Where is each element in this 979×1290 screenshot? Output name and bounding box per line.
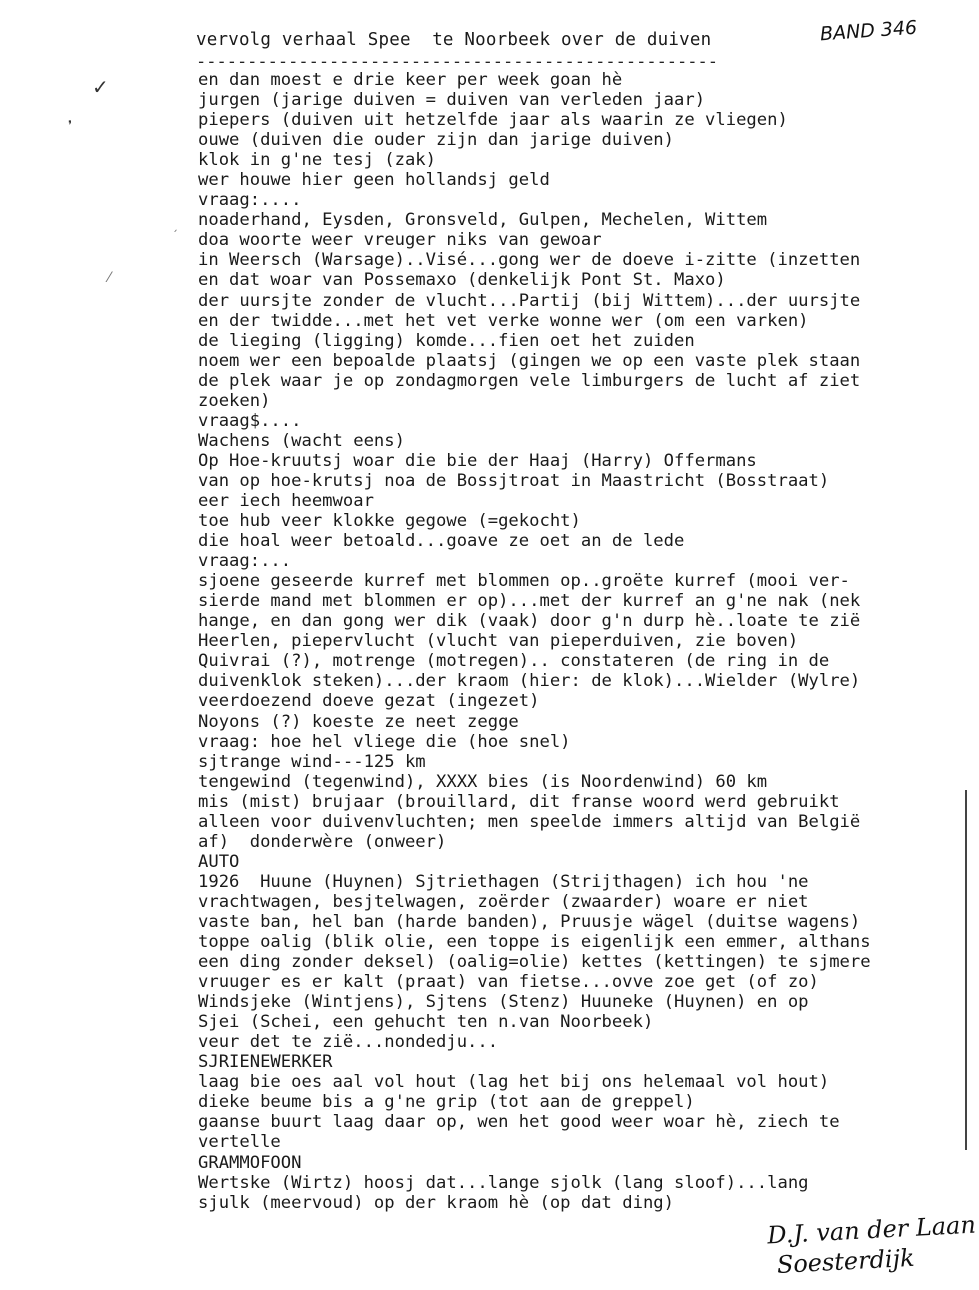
section-heading-text: vraag:.... [198, 190, 323, 210]
transcript-line [198, 130, 979, 150]
right-margin-line [965, 790, 967, 1150]
transcript-line [198, 1092, 979, 1112]
transcript-line-text: vaste ban, hel ban (harde banden), Pruusje wägel (duitse wagens) [198, 911, 861, 932]
margin-ink-mark: ❜ [68, 118, 72, 132]
transcript-line-text: de lieging (ligging) komde...fien oet het zuiden [198, 330, 695, 351]
transcript-line-text: noem wer een bepoalde plaatsj (gingen we op een vaste plek staan [198, 350, 861, 371]
transcript-line [198, 291, 979, 311]
transcript-line-text: 1926 Huune (Huynen) Sjtriethagen (Strijthagen) ich hou 'ne [198, 871, 809, 892]
transcript-line-text: veerdoezend doeve gezat (ingezet) [198, 691, 540, 712]
document-title: vervolg verhaal Spee te Noorbeek over de duiven [196, 30, 712, 50]
transcript-line [198, 110, 979, 130]
transcript-line-text: piepers (duiven uit hetzelfde jaar als waarin ze vliegen) [198, 110, 788, 131]
transcript-line-text: sjtrange wind---125 km [198, 751, 426, 772]
transcript-line-text: duivenklok steken)...der kraom (hier: de klok)...Wielder (Wylre) [198, 671, 861, 692]
section-heading [198, 1052, 979, 1072]
transcript-line-text: sjulk (meervoud) op der kraom hè (op dat ding) [198, 1192, 674, 1213]
transcript-line-text: vertelle [198, 1132, 281, 1153]
transcript-line [198, 230, 979, 250]
transcript-line [198, 1012, 979, 1032]
transcript-line [198, 611, 979, 631]
transcript-line [198, 210, 979, 230]
transcript-line [198, 90, 979, 110]
transcript-line [198, 631, 979, 651]
transcript-line-text: en der twidde...met het vet verke wonne wer (om een varken) [198, 310, 809, 331]
transcript-line-text: een ding zonder deksel) (oalig=olie) kettes (kettingen) te sjmere [198, 952, 871, 973]
section-heading-text: GRAMMOFOON [198, 1153, 323, 1173]
transcript-line [198, 531, 979, 551]
margin-pencil-mark: ˏ [172, 218, 178, 232]
section-heading-text: vraag: hoe hel vliege die (hoe snel) [198, 732, 593, 752]
transcript-line-text: in Weersch (Warsage)..Visé...gong wer de doeve i-zitte (inzetten [198, 250, 861, 271]
transcript-line-text: vrachtwagen, besjtelwagen, zoërder (zwaarder) woare er niet [198, 891, 809, 912]
section-heading-text: vraag:... [198, 551, 313, 571]
transcript-line [198, 712, 979, 732]
transcript-line-text: laag bie oes aal vol hout (lag het bij ons helemaal vol hout) [198, 1072, 830, 1093]
transcript-line-text: sjoene geseerde kurref met blommen op..groëte kurref (mooi ver- [198, 571, 850, 592]
transcript-line [198, 792, 979, 812]
margin-pencil-mark: ⁄ [108, 270, 111, 286]
transcript-line [198, 872, 979, 892]
transcript-line-text: gaanse buurt laag daar op, wen het good weer woar hè, ziech te [198, 1112, 840, 1133]
transcript-line [198, 1173, 979, 1193]
transcript-line [198, 1112, 979, 1132]
transcript-line [198, 511, 979, 531]
band-number-handwritten: BAND 346 [819, 16, 918, 46]
transcript-line [198, 431, 979, 451]
transcript-line [198, 371, 979, 391]
transcript-line [198, 972, 979, 992]
transcript-lines [198, 70, 979, 1213]
transcript-line [198, 331, 979, 351]
section-heading [198, 1153, 979, 1173]
transcript-line-text: Noyons (?) koeste ze neet zegge [198, 711, 519, 732]
signature-name: D.J. van der Laan [766, 1210, 977, 1250]
transcript-line-text: af) donderwère (onweer) [198, 831, 447, 852]
transcript-line-text: Op Hoe-kruutsj woar die bie der Haaj (Harry) Offermans [198, 450, 757, 471]
transcript-line [198, 1072, 979, 1092]
transcript-line [198, 752, 979, 772]
section-heading-text: AUTO [198, 852, 261, 872]
transcript-line [198, 491, 979, 511]
transcript-line [198, 832, 979, 852]
transcript-line-text: noaderhand, Eysden, Gronsveld, Gulpen, Mechelen, Wittem [198, 210, 768, 231]
transcript-line [198, 571, 979, 591]
handwritten-signature [767, 1210, 979, 1281]
transcript-line [198, 70, 979, 90]
transcript-line [198, 912, 979, 932]
transcript-line-text: van op hoe-krutsj noa de Bossjtroat in Maastricht (Bosstraat) [198, 470, 830, 491]
transcript-line-text: ouwe (duiven die ouder zijn dan jarige duiven) [198, 130, 674, 151]
transcript-line-text: der uursjte zonder de vlucht...Partij (bij Wittem)...der uursjte [198, 290, 861, 311]
transcript-line [198, 270, 979, 290]
transcript-line [198, 391, 979, 411]
transcript-line-text: mis (mist) brujaar (brouillard, dit franse woord werd gebruikt [198, 791, 840, 812]
section-heading [198, 551, 979, 571]
section-heading [198, 852, 979, 872]
margin-ink-mark: ✓ [92, 75, 109, 99]
transcript-line-text: tengewind (tegenwind), XXXX bies (is Noordenwind) 60 km [198, 771, 768, 792]
transcript-line [198, 311, 979, 331]
transcript-line-text: en dan moest e drie keer per week goan hè [198, 70, 623, 90]
transcript-line-text: die hoal weer betoald...goave ze oet an de lede [198, 531, 685, 552]
transcript-line-text: klok in g'ne tesj (zak) [198, 150, 436, 171]
transcript-line [198, 1032, 979, 1052]
transcript-line-text: veur det te zië...nondedju... [198, 1032, 499, 1053]
transcript-line-text: toe hub veer klokke gegowe (=gekocht) [198, 511, 581, 532]
transcript-line-text: hange, en dan gong wer dik (vaak) door g'n durp hè..loate te zië [198, 611, 861, 632]
transcript-line-text: zoeken) [198, 390, 271, 411]
transcript-line-text: dieke beume bis a g'ne grip (tot aan de greppel) [198, 1092, 695, 1113]
transcript-line-text: wer houwe hier geen hollandsj geld [198, 170, 550, 191]
transcript-line [198, 651, 979, 671]
transcript-line [198, 892, 979, 912]
transcript-line-text: de plek waar je op zondagmorgen vele limburgers de lucht af ziet [198, 370, 861, 391]
transcript-line [198, 671, 979, 691]
signature-place: Soesterdijk [776, 1243, 916, 1280]
transcript-line [198, 451, 979, 471]
transcript-line-text: alleen voor duivenvluchten; men speelde immers altijd van België [198, 811, 861, 832]
section-heading [198, 411, 979, 431]
transcript-line-text: eer iech heemwoar [198, 490, 374, 511]
section-heading [198, 190, 979, 210]
transcript-line-text: Sjei (Schei, een gehucht ten n.van Noorbeek) [198, 1012, 654, 1033]
transcript-line-text: toppe oalig (blik olie, een toppe is eigenlijk een emmer, althans [198, 932, 871, 953]
transcript-line-text: jurgen (jarige duiven = duiven van verleden jaar) [198, 90, 706, 111]
transcript-line [198, 471, 979, 491]
transcript-line-text: Windsjeke (Wintjens), Sjtens (Stenz) Huuneke (Huynen) en op [198, 992, 809, 1013]
transcript-line [198, 591, 979, 611]
section-heading [198, 732, 979, 752]
transcript-line [198, 952, 979, 972]
transcript-line [198, 992, 979, 1012]
transcript-line-text: Wertske (Wirtz) hoosj dat...lange sjolk (lang sloof)...lang [198, 1172, 809, 1193]
transcript-line [198, 351, 979, 371]
transcript-line-text: vruuger es er kalt (praat) van fietse...ovve zoe get (of zo) [198, 972, 819, 993]
section-heading-text: vraag$.... [198, 411, 323, 431]
title-underline-rule: --------------------------------------------------- [196, 52, 718, 72]
transcript-line [198, 250, 979, 270]
transcript-line [198, 1132, 979, 1152]
transcript-line-text: Heerlen, piepervlucht (vlucht van pieperduiven, zie boven) [198, 631, 799, 652]
transcript-line [198, 812, 979, 832]
transcript-line-text: Wachens (wacht eens) [198, 430, 405, 451]
transcript-line-text: Quivrai (?), motrenge (motregen).. constateren (de ring in de [198, 651, 830, 672]
transcript-line [198, 150, 979, 170]
transcript-line [198, 932, 979, 952]
transcript-line-text: en dat woar van Possemaxo (denkelijk Pont St. Maxo) [198, 270, 726, 291]
transcript-line [198, 772, 979, 792]
transcript-line-text: doa woorte weer vreuger niks van gewoar [198, 230, 602, 251]
transcript-line [198, 1193, 979, 1213]
transcript-line [198, 691, 979, 711]
transcript-line-text: sierde mand met blommen er op)...met der kurref an g'ne nak (nek [198, 591, 861, 612]
transcript-line [198, 170, 979, 190]
section-heading-text: SJRIENEWERKER [198, 1052, 355, 1072]
